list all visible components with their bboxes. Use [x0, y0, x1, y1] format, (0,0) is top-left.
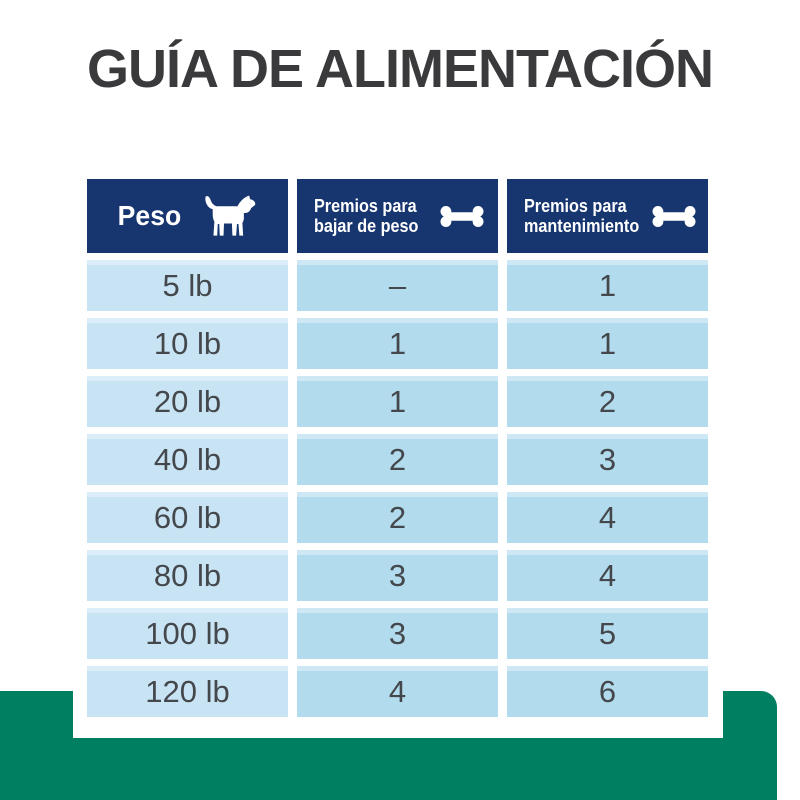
maintenance-treats-cell: 2 — [507, 376, 708, 427]
weight-cell: 20 lb — [87, 376, 288, 427]
weight-cell: 80 lb — [87, 550, 288, 601]
header-cell-maintenance-treats — [507, 179, 708, 253]
maintenance-treats-cell: 1 — [507, 260, 708, 311]
weight-loss-header-label — [314, 196, 418, 236]
page-title: GUÍA DE ALIMENTACIÓN — [87, 39, 713, 99]
weight-cell: 40 lb — [87, 434, 288, 485]
dog-icon — [203, 194, 259, 238]
weight-loss-treats-cell: 2 — [297, 492, 498, 543]
weight-loss-treats-cell: 3 — [297, 550, 498, 601]
maintenance-treats-cell: 4 — [507, 492, 708, 543]
maintenance-treats-cell: 4 — [507, 550, 708, 601]
weight-loss-header-line1: Premios para — [314, 195, 417, 216]
weight-cell: 60 lb — [87, 492, 288, 543]
maintenance-treats-cell: 3 — [507, 434, 708, 485]
weight-loss-treats-cell: – — [297, 260, 498, 311]
peso-header-label: Peso — [117, 200, 182, 231]
weight-loss-treats-cell: 2 — [297, 434, 498, 485]
bone-icon — [652, 204, 696, 229]
bone-icon — [440, 204, 484, 229]
weight-cell: 120 lb — [87, 666, 288, 717]
weight-loss-treats-cell: 1 — [297, 376, 498, 427]
weight-loss-treats-cell: 1 — [297, 318, 498, 369]
weight-cell: 100 lb — [87, 608, 288, 659]
maintenance-treats-cell: 5 — [507, 608, 708, 659]
weight-loss-header-line2: bajar de peso — [314, 216, 419, 236]
feeding-guide-table — [87, 179, 708, 717]
maintenance-header-line1: Premios para — [524, 195, 627, 216]
weight-cell: 5 lb — [87, 260, 288, 311]
weight-loss-treats-cell: 4 — [297, 666, 498, 717]
header-cell-peso — [87, 179, 288, 253]
maintenance-header-line2: mantenimiento — [524, 216, 640, 236]
weight-cell: 10 lb — [87, 318, 288, 369]
maintenance-treats-cell: 1 — [507, 318, 708, 369]
maintenance-treats-cell: 6 — [507, 666, 708, 717]
maintenance-header-label — [524, 196, 639, 236]
header-cell-weight-loss-treats — [297, 179, 498, 253]
weight-loss-treats-cell: 3 — [297, 608, 498, 659]
